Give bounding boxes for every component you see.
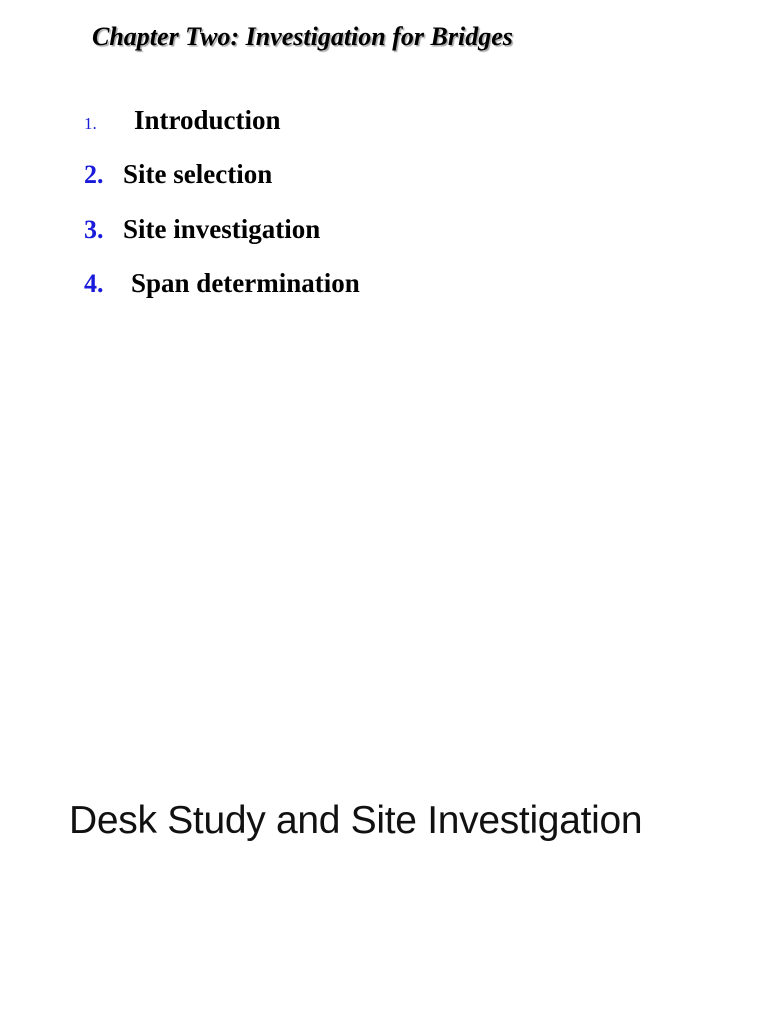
outline-item-span-determination [84, 266, 360, 300]
outline-item-number: 1. [84, 114, 97, 133]
outline-item-label: Span determination [131, 268, 360, 298]
outline-item-number: 4. [84, 269, 104, 298]
outline-item-label: Introduction [134, 105, 281, 135]
outline-item-number: 2. [84, 160, 104, 189]
outline-item-label: Site selection [123, 159, 273, 189]
chapter-title: Chapter Two: Investigation for Bridges [92, 22, 513, 51]
outline-item-site-selection [84, 157, 272, 191]
outline-item-site-investigation [84, 212, 320, 246]
outline-item-label: Site investigation [123, 214, 321, 244]
section-heading: Desk Study and Site Investigation [69, 799, 643, 842]
outline-item-introduction [84, 103, 281, 137]
outline-item-number: 3. [84, 215, 104, 244]
